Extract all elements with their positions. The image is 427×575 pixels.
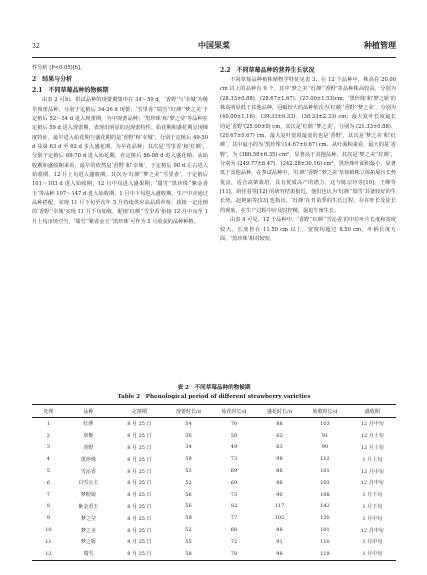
table-cell: 78 (230, 550, 238, 557)
table-cell: 82 (230, 503, 238, 510)
table-cell: 12 月上旬 (360, 433, 384, 440)
running-header (32, 40, 396, 52)
section-heading: 2.1 不同草莓品种的物候期 (32, 87, 109, 95)
table-cell: 8 月 25 日 (127, 421, 152, 428)
table-cell: 3 (46, 444, 50, 451)
table-cell: 1 月下旬 (362, 503, 383, 510)
table-row (32, 524, 396, 536)
phenology-table (32, 404, 396, 561)
table-row (32, 536, 396, 548)
table-cell: 10 (45, 527, 52, 534)
table-cell: 52 (185, 527, 192, 534)
table-cell: 瑞雪 (83, 551, 94, 558)
table-caption-cn: 表 2 不同草莓品种的物候期 (177, 385, 251, 391)
table-cell: 9 (46, 515, 50, 522)
table-row (32, 501, 396, 513)
table-cell: 101 (320, 468, 330, 475)
table-cell: 8 月 25 日 (127, 480, 152, 487)
column-header: 始收时长/d (312, 408, 338, 415)
header-rule (32, 57, 396, 58)
table-cell: 8 月 25 日 (127, 551, 152, 558)
table-cell: 101 (320, 527, 330, 534)
table-cell: 56 (185, 503, 192, 510)
table-cell: 6 (46, 479, 50, 486)
table-cell: 1 月上旬 (362, 456, 383, 463)
table-cell: 112 (320, 456, 330, 463)
table-cell: 98 (276, 550, 283, 557)
table-row (32, 442, 396, 454)
table-cell: 12 月上旬 (360, 444, 384, 451)
table-cell: 12 月中旬 (360, 480, 384, 487)
table-cell: 70 (230, 420, 238, 427)
table-cell: 黑珍珠 (80, 456, 96, 463)
table-cell: 34 (185, 444, 192, 451)
table-row (32, 477, 396, 489)
table-header-row (32, 405, 396, 418)
right-column (220, 64, 396, 244)
table-cell: 12 月中旬 (360, 421, 384, 428)
table-cell: 香野 (83, 444, 94, 451)
table-cell: 50 (230, 432, 238, 439)
table-cell: 8 月 25 日 (127, 456, 152, 463)
table-cell: 5 (46, 468, 50, 475)
table-cell: 120 (320, 515, 330, 522)
table-cell: 章姬 (83, 433, 94, 440)
table-cell: 梦粉娘 (80, 492, 96, 499)
table-cell: 88 (276, 420, 283, 427)
table-cell: 12 月中旬 (360, 527, 384, 534)
table-cell: 1 月中旬 (362, 539, 383, 546)
table-caption-en: Table 2 Phenological period of different strawberry varieties (117, 394, 311, 400)
table-cell: 86 (276, 479, 283, 486)
table-cell: 1 月中旬 (362, 515, 383, 522)
table-cell: 69 (230, 468, 238, 475)
table-cell: 4 (46, 456, 50, 463)
column-header: 盛收期 (364, 408, 380, 415)
table-cell: 55 (185, 538, 192, 545)
table-row (32, 489, 396, 501)
body-paragraph: 由表 4 可见，12 个品种中，‘香野’‘红颜’‘雪沁香’的中位叶片长度和宽度较大，长度皆在 11.50 cm 以上，宽度均超过 8.50 cm，叶柄长度方面，‘黑珍珠’相对较短， (220, 217, 396, 242)
table-cell: 12 月中旬 (360, 468, 384, 475)
table-cell: 90 (276, 491, 283, 498)
table-cell: 108 (320, 491, 330, 498)
table-cell: 1 月下旬 (362, 492, 383, 499)
table-cell: 68 (230, 527, 238, 534)
table-cell: 12 (45, 550, 52, 557)
body-paragraph: 性分析 (P<0.05)[6]。 (32, 65, 86, 71)
table-row (32, 430, 396, 442)
column-header: 处理 (43, 408, 54, 415)
table-cell: 103 (320, 479, 330, 486)
table-cell: 2 (46, 432, 50, 439)
table-cell: 58 (185, 550, 192, 557)
table-cell: 8 月 25 日 (127, 539, 152, 546)
table-cell: 117 (274, 503, 285, 510)
table-cell: 52 (185, 479, 192, 486)
column-header: 始花时长/d (221, 408, 247, 415)
table-row (32, 465, 396, 477)
table-cell: 梦之美 (80, 527, 96, 534)
table-cell: 73 (230, 456, 238, 463)
section-heading: 2 结果与分析 (32, 76, 73, 84)
table-cell: 59 (185, 456, 192, 463)
table-cell: 雪沁香 (80, 468, 96, 475)
table-cell: 88 (276, 527, 283, 534)
body-paragraph: 由表 2 可知，供试品种的现蕾期集中在 34～59 d，‘香野’与‘幸城’为极早现蕾品种，分别于定植后 34-36 d 现蕾；‘雪里香’‘瑞雪’‘红颜’‘梦之美’于定植后 52～54 d 进入现蕾期，为中现蕾品种；‘黑珍珠’和‘梦之莹’等品种在定植后 59 d 进入现蕾期，表现出明显的迟现蕾特性。始花期和盛花期呈现梯度特征，最早进入始花期与盛花期的是‘香野’和‘幸城’，分别于定植后 49-50 d 及第 63 d 至 62 d 步入盛花期，为早花品种；其次是‘雪里香’和‘红颜’，分别于定植后 69-70 d 进入始花期，在定植后 86-88 d 进入盛花期。从始收期和盛收期来看，最早的依然是‘香野’和‘幸城’，于定植后 90 d 左右进入始收期，12 月上旬进入盛收期。其次为‘红颜’‘梦之美’‘雪里香’，于定植后 101～103 d 进入始收期，12 月中旬进入盛果期；‘瑞雪’‘黑珍珠’‘紫金香玉’等品种 107～147 d 进入始收期，1 月中下旬进入盛收期，生产中应通过品种搭配，实现 11 月下旬至次年 5 月持续供应高品质草莓；栽植一定比例的‘香野’‘幸城’实现 11 月下旬始收，配植‘红颜’‘雪里香’衔接 12 月中旬至 1 月上旬市场空当，‘瑞雪’‘紫香金玉’‘黑珍珠’可作为 5 月收获的品种种植。 (32, 97, 208, 225)
column-header: 现蕾时长/d (176, 408, 201, 415)
body-paragraph: 不同草莓品种植株植物学特征见表 3，在 12 个品种中，株高在 20.00 cm 以上的品种有 9 个，其中‘梦之美’‘红颜’‘香野’等品种株高较高，分别为 (28.33±0.88)、(28.67±1.67)、(27.00±1.53)cm；‘黑珍珠’和‘梦之娇’的株高明显低于其他品种，冠幅较大的品种依次为‘红颜’‘香野’‘梦之美’，分别为 (40.00±1.16)、(39.33±0.33)、(38.33±2.33) cm；最大复叶长度最长的是‘香野’(25.00±0) cm，其次是‘红颜’‘梦之美’，分别为 (21.33±0.88)、(20.67±0.67) cm，最大复叶宽度最宽的也是‘香野’，其次是‘梦之美’和‘红颜’。其中最小的为‘黑珍珠’(14.67±0.67) cm。从叶面积来看，最大的是‘香野’，为 (380.58±6.35) cm²，显著高于其他品种。其次是‘梦之美’‘红颜’，分别为 (249.77±8.47)、(242.28±30.16) cm²，黑珍珠叶面积最小，显著低于其他品种。在参试品种中，‘红颜’‘香野’‘梦之美’草莓植株立体拓展且长势优良，适合高架栽培，具有优质高产的潜力，这与陈宗玲等[10]、王峰等[11]、胡佳羽等[12] 的研究结果相近，他们也认为‘红颜’‘瑞雪’其备较好的生长势，赵艳丽等[13] 也指出，‘红颜’在育苗季的生长过程，存在旺长及徒长的现象，在生产过程中应及时控棵，促进生殖生长。 (220, 77, 396, 214)
table-cell: 8 月 25 日 (127, 515, 152, 522)
table-cell: 91 (276, 538, 283, 545)
table-cell: 1 (46, 420, 50, 427)
column-header: 定植期 (131, 408, 147, 415)
table-cell: 69 (230, 479, 238, 486)
table-cell: 98 (276, 456, 283, 463)
table-cell: 103 (320, 420, 330, 427)
table-cell: 8 月 25 日 (127, 444, 152, 451)
table-cell: 73 (230, 491, 238, 498)
table-row (32, 453, 396, 465)
table-cell: 8 月 25 日 (127, 492, 152, 499)
section-title: 种植管理 (364, 40, 396, 50)
table-cell: 1 月中旬 (362, 551, 383, 558)
table-cell: 62 (276, 432, 283, 439)
journal-title: 中国果菜 (198, 40, 230, 50)
table-cell: 142 (320, 503, 330, 510)
table-cell: 54 (185, 420, 192, 427)
table-row (32, 512, 396, 524)
table-cell: 77 (230, 515, 238, 522)
table-cell: 49 (230, 444, 238, 451)
table-cell: 8 (46, 503, 50, 510)
table-cell: 86 (276, 468, 283, 475)
section-heading: 2.2 不同草莓品种的营养生长状况 (220, 67, 315, 74)
table-cell: 梦之莹 (80, 515, 96, 522)
table-cell: 8 月 25 日 (127, 468, 152, 475)
page-number: 32 (32, 43, 40, 50)
table-cell: 102 (274, 515, 285, 522)
table-cell: 56 (185, 491, 192, 498)
table-cell: 7 (46, 491, 50, 498)
table-cell: 59 (185, 515, 192, 522)
table-cell: 119 (320, 550, 330, 557)
table-cell: 90 (321, 444, 329, 451)
table-cell: 紫金香玉 (78, 503, 99, 510)
table-cell: 红颜 (83, 421, 94, 428)
table-row (32, 418, 396, 430)
left-column (32, 64, 208, 227)
table-cell: 53 (185, 468, 192, 475)
table-cell: 110 (320, 538, 330, 545)
table-cell: 36 (185, 432, 192, 439)
column-header: 盛花时长/d (267, 408, 292, 415)
column-header: 品种 (83, 408, 94, 415)
table-cell: 8 月 25 日 (127, 527, 152, 534)
table-cell: 63 (276, 444, 283, 451)
table-cell: 白雪公主 (78, 480, 99, 487)
table-cell: 72 (230, 538, 238, 545)
table-cell: 8 月 25 日 (127, 503, 152, 510)
table-cell: 11 (45, 538, 52, 545)
table-cell: 梦之娇 (80, 539, 96, 546)
table-cell: 91 (321, 432, 329, 439)
table-row (32, 548, 396, 560)
table-cell: 8 月 25 日 (127, 433, 152, 440)
